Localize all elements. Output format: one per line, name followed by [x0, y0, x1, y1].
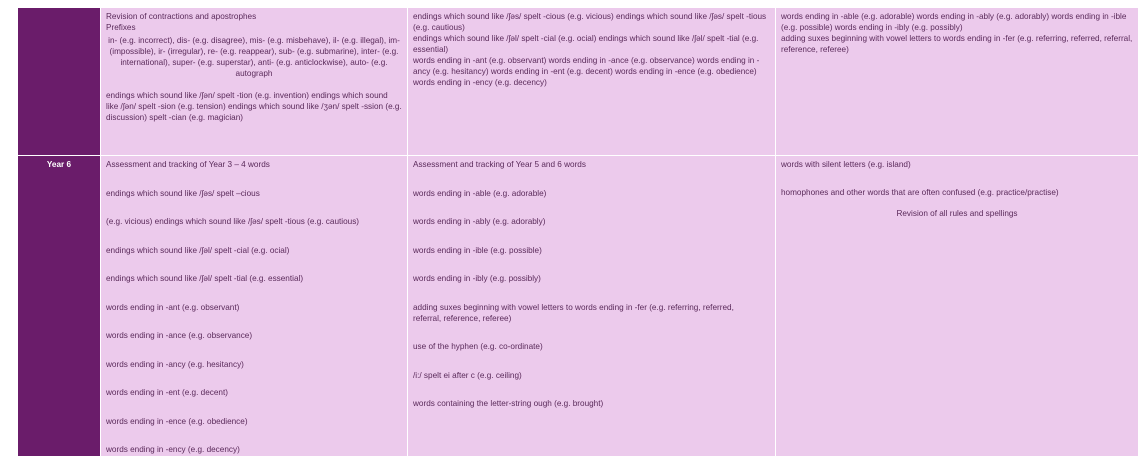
- cell-text: words ending in -able (e.g. adorable): [413, 188, 547, 198]
- cell-text: Assessment and tracking of Year 5 and 6 words: [413, 160, 586, 169]
- cell-text: endings which sound like /ʃəl/ spelt -cial (e.g. ocial): [106, 245, 290, 255]
- cell-text: words with silent letters (e.g. island): [781, 160, 911, 169]
- spelling-table: [18, 8, 1138, 456]
- cell-text: words ending in -ancy (e.g. hesitancy): [106, 359, 244, 369]
- cell-text: words ending in -ibly (e.g. possibly): [413, 274, 541, 283]
- cell-text: endings which sound like /ʃən/ spelt -tion (e.g. invention) endings which sound like /ʃən/ spelt -sion (e.g. tension) endings which sound like /ʒən/ spelt -ssion (e.g. discussion) spelt -cian (e.g. magician): [106, 91, 402, 122]
- table-cell: [776, 8, 1138, 155]
- cell-text: endings which sound like /ʃəs/ spelt –cious: [106, 188, 260, 198]
- cell-text: endings which sound like /ʃəl/ spelt -cial (e.g. ocial) endings which sound like /ʃəl/ spelt -tial (e.g. essential): [413, 34, 759, 54]
- cell-text: adding suxes beginning with vowel letters to words ending in -fer (e.g. referring, referred, referral, reference, referee): [781, 34, 1133, 54]
- cell-text: Prefixes: [106, 23, 136, 32]
- cell-text: homophones and other words that are often confused (e.g. practice/practise): [781, 188, 1059, 197]
- table-row: [18, 156, 1138, 456]
- cell-text: words ending in -able (e.g. adorable) words ending in -ably (e.g. adorably) words ending in -ible (e.g. possible) words ending in -ibly (e.g. possibly): [781, 12, 1127, 32]
- cell-text: use of the hyphen (e.g. co-ordinate): [413, 342, 543, 351]
- cell-text: words ending in -ably (e.g. adorably): [413, 217, 546, 226]
- cell-text: (e.g. vicious) endings which sound like /ʃəs/ spelt -tious (e.g. cautious): [106, 217, 360, 226]
- year-label-cell: [18, 8, 100, 155]
- table-cell: [408, 156, 775, 456]
- cell-text: Revision of all rules and spellings: [896, 209, 1018, 218]
- cell-text: endings which sound like /ʃəs/ spelt -cious (e.g. vicious) endings which sound like /ʃəs/ spelt -tious (e.g. cautious): [413, 12, 767, 32]
- table-cell: [776, 156, 1138, 456]
- table-cell: [101, 156, 407, 456]
- cell-text: words ending in -ant (e.g. observant) words ending in -ance (e.g. observance) words ending in -ancy (e.g. hesitancy) words ending in -ent (e.g. decent) words ending in -ence (e.g. obedience) words ending in -ency (e.g. decency): [413, 56, 760, 87]
- cell-text: words ending in -ible (e.g. possible): [413, 245, 542, 255]
- cell-text: in- (e.g. incorrect), dis- (e.g. disagree), mis- (e.g. misbehave), il- (e.g. illegal), im- (impossible), ir- (irregular), re- (e.g. reappear), sub- (e.g. submarine), inter- (e.g. international), super- (e.g. superstar), anti- (e.g. anticlockwise), auto- (e.g. autograph: [108, 36, 400, 78]
- year-label-cell: Year 6: [18, 156, 100, 456]
- table-cell: [408, 8, 775, 155]
- cell-text: words containing the letter-string ough (e.g. brought): [413, 399, 604, 408]
- cell-text: words ending in -ency (e.g. decency): [106, 445, 240, 454]
- cell-text: adding suxes beginning with vowel letters to words ending in -fer (e.g. referring, referred, referral, reference, referee): [413, 302, 734, 323]
- cell-text: Revision of contractions and apostrophes: [106, 12, 257, 21]
- cell-text: Assessment and tracking of Year 3 – 4 words: [106, 160, 270, 169]
- cell-text: endings which sound like /ʃəl/ spelt -tial (e.g. essential): [106, 274, 304, 283]
- table-row: [18, 8, 1138, 156]
- cell-text: words ending in -ent (e.g. decent): [106, 388, 228, 397]
- cell-text: words ending in -ence (e.g. obedience): [106, 416, 248, 426]
- table-cell: [101, 8, 407, 155]
- cell-text: words ending in -ant (e.g. observant): [106, 302, 240, 312]
- cell-text: /i:/ spelt ei after c (e.g. ceiling): [413, 370, 522, 380]
- cell-text: words ending in -ance (e.g. observance): [106, 331, 253, 340]
